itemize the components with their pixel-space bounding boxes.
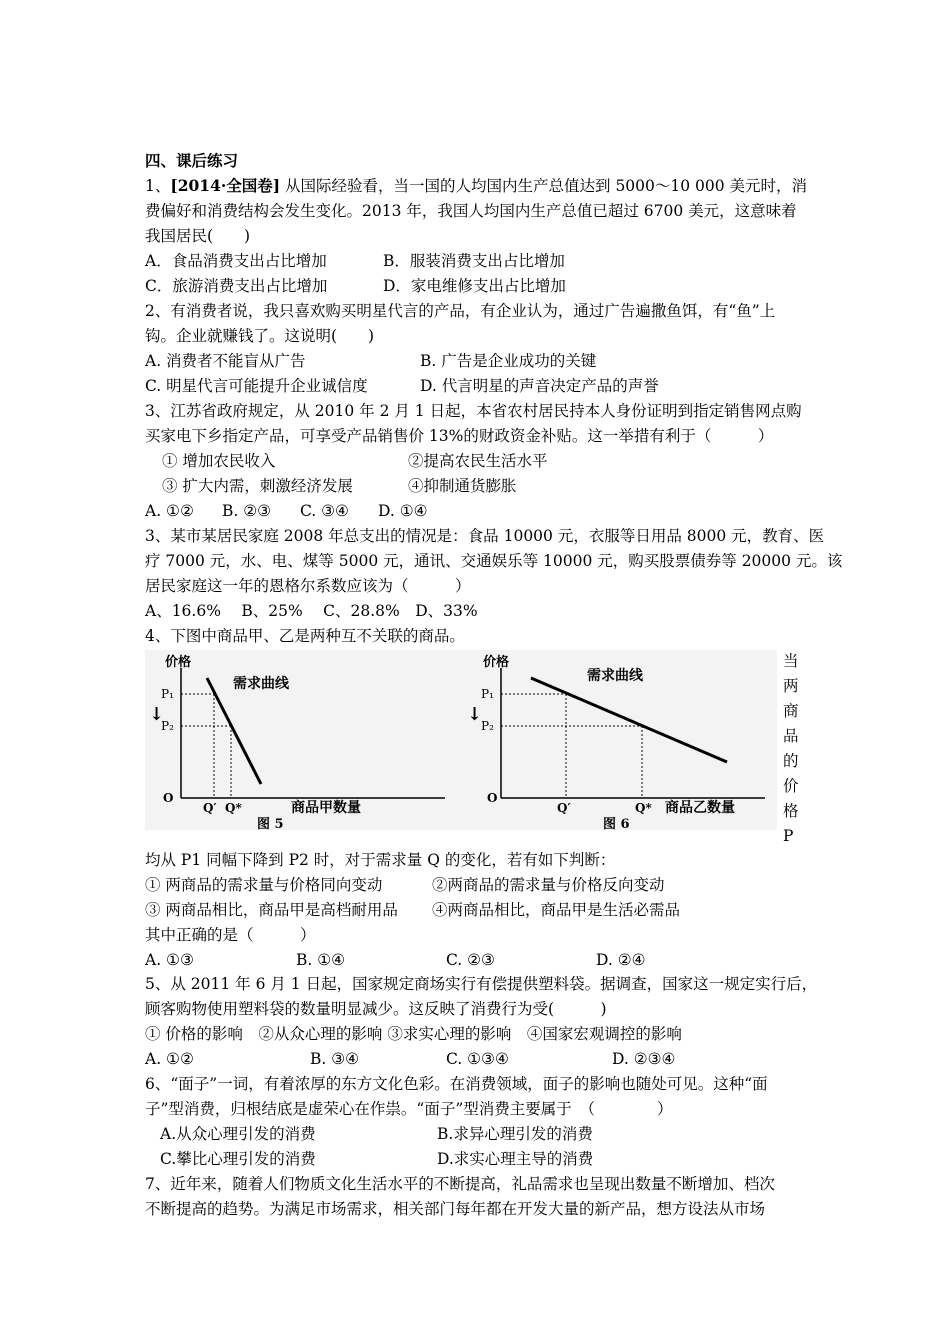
- fig6-y-tick-p2: P₂: [481, 719, 494, 733]
- q4-option-d: D. ②④: [596, 951, 646, 969]
- q4-side-char: 格: [783, 802, 799, 820]
- fig5-y-tick-p2: P₂: [161, 719, 174, 733]
- fig5-arrow-icon: ↓: [149, 704, 165, 725]
- q4-side-char: 商: [783, 702, 799, 720]
- q2-option-a: A. 消费者不能盲从广告: [145, 352, 306, 370]
- fig5-origin: O: [163, 791, 174, 805]
- q5-option-a: A. ①②: [145, 1050, 194, 1068]
- q6-option-a: A.从众心理引发的消费: [160, 1125, 316, 1143]
- q1-option-c: C．旅游消费支出占比增加: [145, 277, 328, 295]
- q6-option-b: B.求异心理引发的消费: [437, 1125, 593, 1143]
- q3a-item-4: ④抑制通货膨胀: [408, 477, 517, 495]
- q2-option-c: C. 明星代言可能提升企业诚信度: [145, 377, 368, 395]
- q3a-line2: 买家电下乡指定产品，可享受产品销售价 13%的财政资金补贴。这一举措有利于（ ）: [145, 427, 774, 445]
- q4-side-char: 品: [783, 727, 799, 745]
- q1-option-d: D．家电维修支出占比增加: [383, 277, 566, 295]
- q4-option-c: C. ②③: [446, 951, 495, 969]
- fig6-curve-label: 需求曲线: [587, 668, 643, 684]
- q4-option-b: B. ①④: [296, 951, 346, 969]
- q4-line1: 4、下图中商品甲、乙是两种互不关联的商品。: [145, 627, 465, 645]
- q1-line1: [145, 174, 807, 198]
- q6-line2: 子”型消费，归根结底是虚荣心在作祟。“面子”型消费主要属于 （ ）: [145, 1100, 673, 1118]
- q3b-line2: 疗 7000 元，水、电、煤等 5000 元，通讯、交通娱乐等 10000 元，购买股票债券等 20000 元。该: [145, 552, 843, 570]
- q6-option-c: C.攀比心理引发的消费: [160, 1150, 316, 1168]
- q4-item-1: ① 两商品的需求量与价格同向变动: [145, 876, 383, 894]
- fig6-x-label: 商品乙数量: [665, 800, 735, 816]
- q4-item-3: ③ 两商品相比，商品甲是高档耐用品: [145, 901, 398, 919]
- q3b-line3: 居民家庭这一年的恩格尔系数应该为（ ）: [145, 577, 471, 595]
- q1-number: 1、: [145, 177, 171, 195]
- fig5-caption: 图 5: [257, 817, 284, 830]
- fig5-x-tick-q2: Q*: [225, 801, 242, 815]
- q2-line1: 2、有消费者说，我只喜欢购买明星代言的产品，有企业认为，通过广告遍撒鱼饵，有“鱼”上: [145, 302, 776, 320]
- q4-line2: 均从 P1 同幅下降到 P2 时，对于需求量 Q 的变化，若有如下判断：: [145, 851, 616, 869]
- q4-side-char: 的: [783, 752, 799, 770]
- q5-items: ① 价格的影响 ②从众心理的影响 ③求实心理的影响 ④国家宏观调控的影响: [145, 1025, 682, 1043]
- q5-option-c: C. ①③④: [446, 1050, 509, 1068]
- q2-line2: 钩。企业就赚钱了。这说明( ): [145, 327, 375, 345]
- q3a-option-b: B. ②③: [222, 502, 272, 520]
- q1-option-b: B．服装消费支出占比增加: [383, 252, 565, 270]
- q3a-item-3: ③ 扩大内需，刺激经济发展: [162, 477, 353, 495]
- q1-text-a: 从国际经验看，当一国的人均国内生产总值达到 5000～10 000 美元时，消: [280, 177, 808, 195]
- fig6-caption: 图 6: [603, 817, 630, 830]
- q5-line1: 5、从 2011 年 6 月 1 日起，国家规定商场实行有偿提供塑料袋。据调查，国家这一规定实行后，: [145, 975, 818, 993]
- fig6-y-label: 价格: [483, 655, 510, 670]
- q4-side-char: 两: [783, 677, 799, 695]
- q1-line2: 费偏好和消费结构会发生变化。2013 年，我国人均国内生产总值已超过 6700 美元，这意味着: [145, 202, 797, 220]
- figure-6-chart: [465, 650, 777, 830]
- q4-item-2: ②两商品的需求量与价格反向变动: [432, 876, 665, 894]
- q3a-option-c: C. ③④: [300, 502, 349, 520]
- fig5-x-tick-q1: Q′: [203, 801, 217, 815]
- q1-option-a: A．食品消费支出占比增加: [145, 252, 327, 270]
- q3a-option-a: A. ①②: [145, 502, 194, 520]
- q5-option-d: D. ②③④: [612, 1050, 676, 1068]
- q1-line3: 我国居民( ): [145, 227, 251, 245]
- section-title: 四、课后练习: [145, 151, 239, 170]
- figure-5-chart: [145, 650, 465, 830]
- fig5-y-tick-p1: P₁: [161, 687, 174, 701]
- q3a-item-2: ②提高农民生活水平: [408, 452, 548, 470]
- fig5-x-label: 商品甲数量: [291, 800, 361, 816]
- fig5-curve-label: 需求曲线: [233, 676, 289, 692]
- q3a-option-d: D. ①④: [378, 502, 428, 520]
- q4-side-char: 当: [783, 652, 799, 670]
- q6-line1: 6、“面子”一词，有着浓厚的东方文化色彩。在消费领域，面子的影响也随处可见。这种“面: [145, 1075, 768, 1093]
- fig5-y-label: 价格: [165, 655, 192, 670]
- fig6-y-tick-p1: P₁: [481, 687, 494, 701]
- fig6-x-tick-q1: Q′: [557, 801, 571, 815]
- q4-side-char: P: [783, 827, 794, 845]
- q4-option-a: A. ①③: [145, 951, 194, 969]
- q2-option-d: D. 代言明星的声音决定产品的声誉: [420, 377, 659, 395]
- q4-stem: 其中正确的是（ ）: [145, 926, 316, 944]
- q3a-item-1: ① 增加农民收入: [162, 452, 276, 470]
- q3b-line1: 3、某市某居民家庭 2008 年总支出的情况是：食品 10000 元，衣服等日用品 8000 元，教育、医: [145, 527, 825, 545]
- fig6-origin: O: [487, 791, 498, 805]
- q7-line2: 不断提高的趋势。为满足市场需求，相关部门每年都在开发大量的新产品，想方设法从市场: [145, 1200, 766, 1218]
- q3a-line1: 3、江苏省政府规定，从 2010 年 2 月 1 日起，本省农村居民持本人身份证明到指定销售网点购: [145, 402, 802, 420]
- q4-item-4: ④两商品相比，商品甲是生活必需品: [432, 901, 681, 919]
- q6-option-d: D.求实心理主导的消费: [437, 1150, 594, 1168]
- fig6-arrow-icon: ↓: [467, 704, 483, 725]
- q5-option-b: B. ③④: [310, 1050, 360, 1068]
- q3b-options: A、16.6% B、25% C、28.8% D、33%: [145, 602, 478, 620]
- q4-side-char: 价: [783, 777, 799, 795]
- q5-line2: 顾客购物使用塑料袋的数量明显减少。这反映了消费行为受( ): [145, 1000, 607, 1018]
- q1-source: [2014·全国卷]: [170, 176, 281, 195]
- q7-line1: 7、近年来，随着人们物质文化生活水平的不断提高，礼品需求也呈现出数量不断增加、档次: [145, 1175, 775, 1193]
- fig6-x-tick-q2: Q*: [635, 801, 652, 815]
- q2-option-b: B. 广告是企业成功的关键: [420, 352, 597, 370]
